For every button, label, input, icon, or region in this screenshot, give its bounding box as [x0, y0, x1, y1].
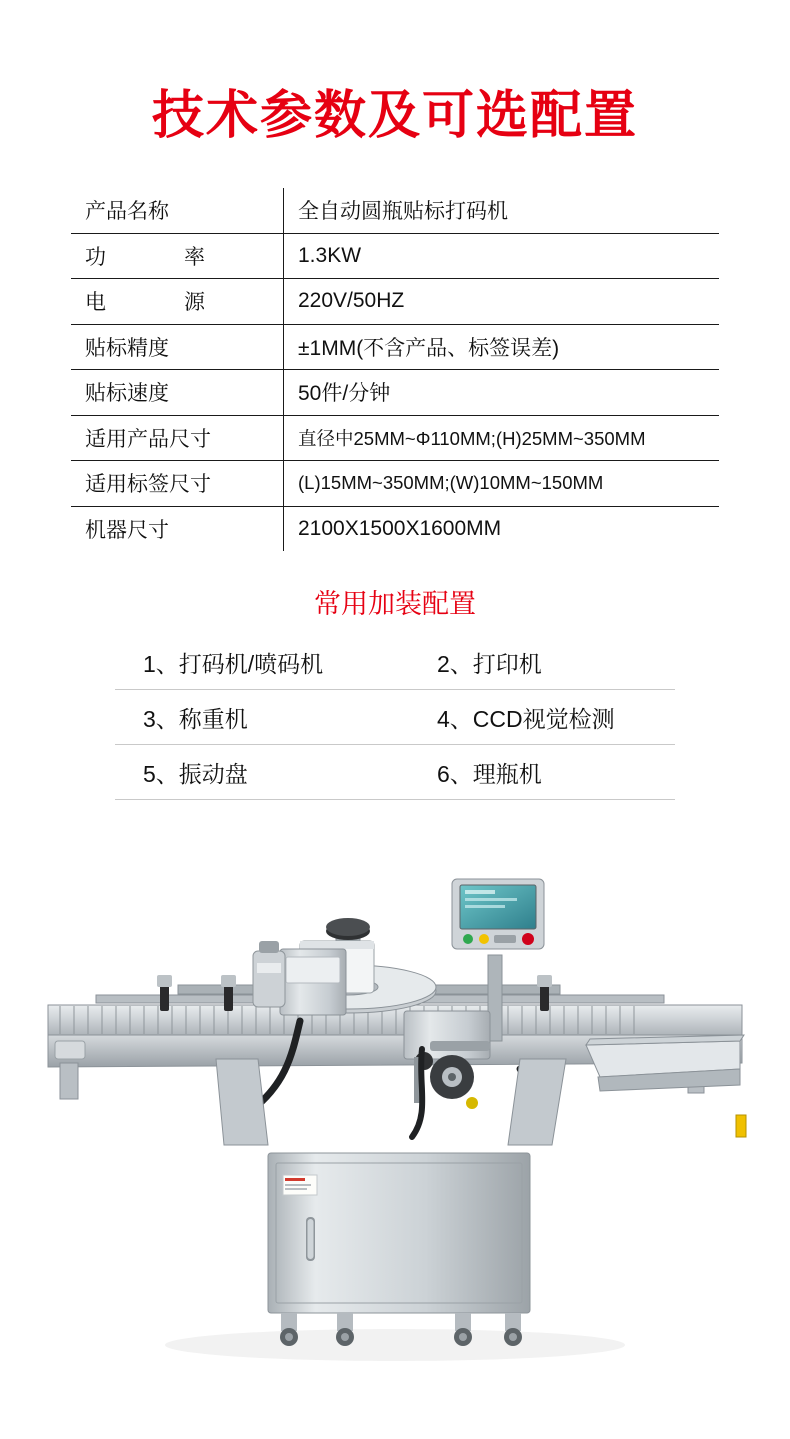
option-label: 4、CCD视觉检测: [437, 705, 615, 732]
spec-label: 产品名称: [71, 188, 284, 234]
spec-value: 50件/分钟: [284, 370, 720, 416]
spec-value: 全自动圆瓶贴标打码机: [284, 188, 720, 234]
table-row: [71, 506, 720, 552]
option-label: 3、称重机: [143, 705, 248, 732]
list-item: [115, 635, 675, 690]
spec-label: 功 率: [71, 233, 284, 279]
spec-value: 220V/50HZ: [284, 279, 720, 325]
spec-label: 电 源: [71, 279, 284, 325]
table-row: [71, 370, 720, 416]
option-label: 5、振动盘: [143, 760, 248, 787]
table-row: [71, 279, 720, 325]
option-label: 6、理瓶机: [437, 760, 542, 787]
spec-label: 适用产品尺寸: [71, 415, 284, 461]
table-row: [71, 324, 720, 370]
spec-table: [70, 187, 720, 552]
spec-label: 贴标速度: [71, 370, 284, 416]
spec-value: (L)15MM~350MM;(W)10MM~150MM: [284, 461, 720, 507]
spec-value: 2100X1500X1600MM: [284, 506, 720, 552]
options-heading: 常用加装配置: [314, 589, 476, 621]
spec-label: 机器尺寸: [71, 506, 284, 552]
option-label: 2、打印机: [437, 650, 542, 677]
table-row: [71, 233, 720, 279]
list-item: [115, 745, 675, 800]
spec-label: 贴标精度: [71, 324, 284, 370]
table-row: [71, 461, 720, 507]
spec-value: 直径中25MM~Φ110MM;(H)25MM~350MM: [284, 415, 720, 461]
table-row: [71, 415, 720, 461]
options-list: [115, 635, 675, 800]
machine-photo: [0, 845, 790, 1439]
spec-value: ±1MM(不含产品、标签误差): [284, 324, 720, 370]
spec-value: 1.3KW: [284, 233, 720, 279]
spec-label: 适用标签尺寸: [71, 461, 284, 507]
page-title: 技术参数及可选配置: [151, 86, 638, 146]
table-row: [71, 188, 720, 234]
spec-table-wrapper: [70, 187, 720, 552]
list-item: [115, 690, 675, 745]
option-label: 1、打码机/喷码机: [143, 650, 324, 677]
